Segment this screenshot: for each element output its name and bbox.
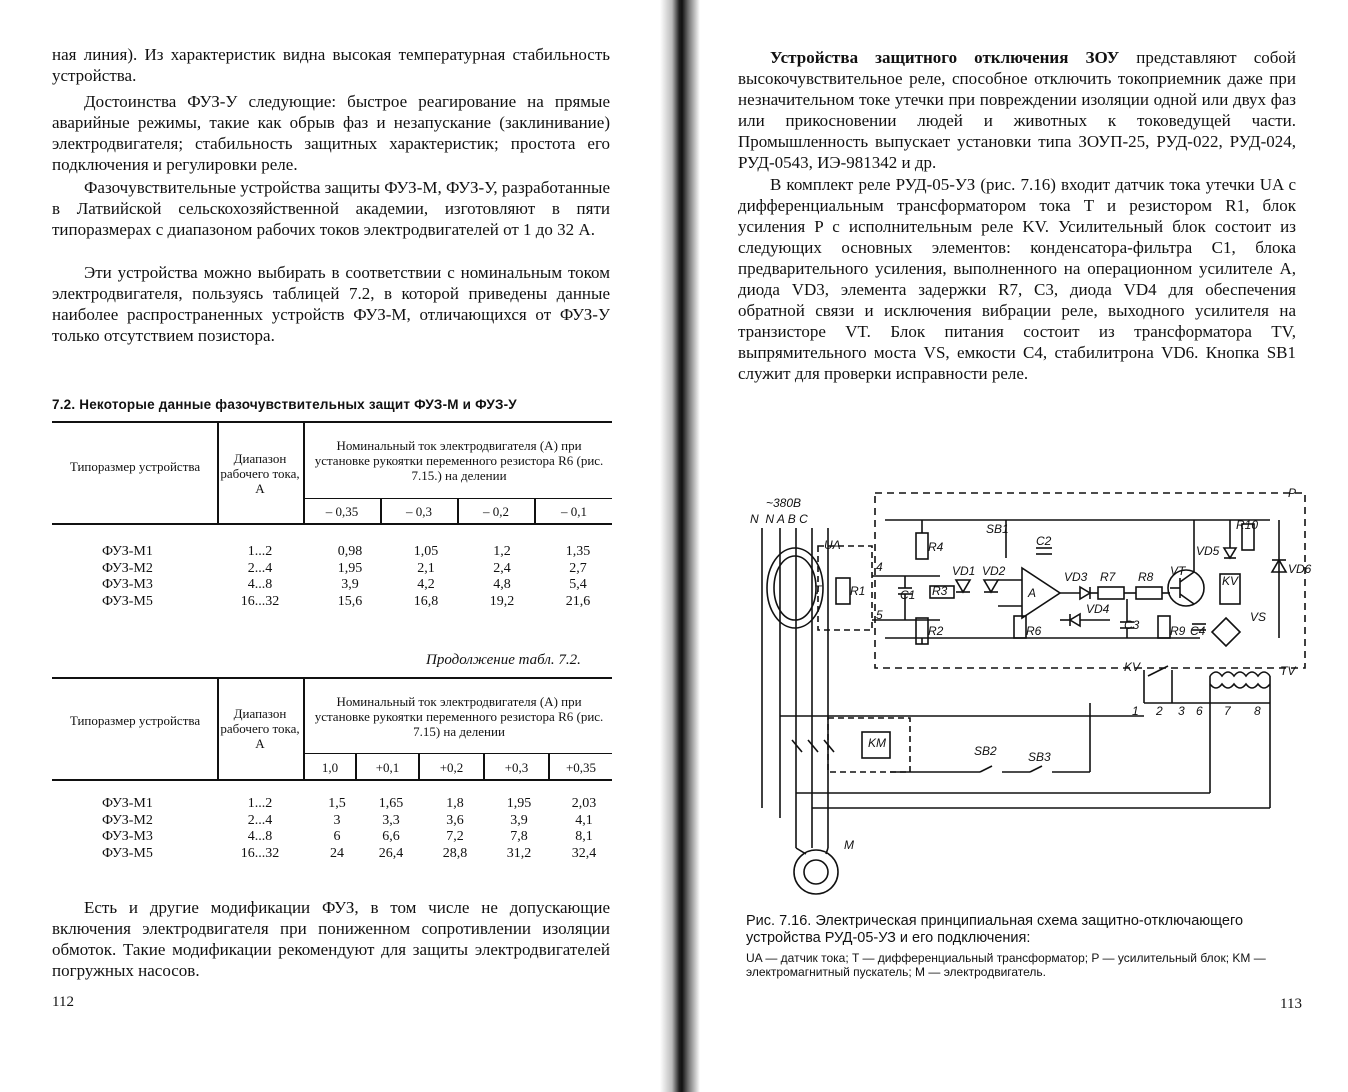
t1-cell: 4,2 [417,577,435,592]
t1-cell: 1,2 [493,544,511,559]
t2-cell: 1,95 [506,796,532,811]
node-5: 5 [876,608,883,622]
node-4: 4 [876,560,883,574]
t1-cell: 2,4 [493,560,511,576]
zou-term: Устройства защитного отключения ЗОУ [770,48,1120,67]
label-VD1: VD1 [952,564,976,578]
left-page [0,0,660,1092]
t1-cell: ФУЗ-М3 [102,577,153,592]
label-VS: VS [1250,610,1267,624]
label-UA: UA [824,538,841,552]
label-R6: R6 [1026,624,1042,638]
figure-legend: UA — датчик тока; T — дифференциальный трансформатор; P — усилительный блок; KM — электромагнитный пускатель; M — электродвигатель. [746,951,1266,979]
label-VD5: VD5 [1196,544,1220,558]
t2-cell: ФУЗ-М5 [102,845,153,861]
t1-cell: 16,8 [413,593,439,609]
schematic-labels [740,488,1320,898]
t1-header-range: Диапазон рабочего тока, А [220,451,300,496]
t2-cell: 2...4 [247,812,273,828]
label-lines: N N A B C [750,512,808,526]
t1-cell: 1,05 [413,544,439,559]
right-paragraph-1 [738,47,1296,173]
label-VD3: VD3 [1064,570,1088,584]
right-page [700,0,1348,1092]
t2-cell: ФУЗ-М2 [102,812,153,828]
t2-cell: 4...8 [247,829,273,844]
label-SB2: SB2 [974,744,997,758]
t2-cell: 6 [333,829,341,844]
t2-cell: 32,4 [571,845,597,861]
label-P: P [1288,486,1297,500]
t1-cell: ФУЗ-М1 [102,544,153,559]
left-paragraph-1: ная линия). Из характеристик видна высокая температурная стабильность устройства. [52,45,610,85]
t2-cell: 6,6 [382,829,400,844]
node-8: 8 [1254,704,1261,718]
t1-cell: 1,95 [337,560,363,576]
label-SB3: SB3 [1028,750,1051,764]
t2-division: +0,35 [565,760,597,775]
book-spine [660,0,700,1092]
t1-cell: 2...4 [247,560,273,576]
node-2: 2 [1156,704,1163,718]
label-C2: C2 [1036,534,1052,548]
t1-header-nominal: Номинальный ток электродвигателя (А) при установке рукоятки переменного резистора R6 (рис. 7.15.) на делении [314,438,604,483]
t2-header-nominal: Номинальный ток электродвигателя (А) при установке рукоятки переменного резистора R6 (рис. 7.15) на делении [314,694,604,739]
label-R10: R10 [1236,518,1259,532]
t1-cell: 4...8 [247,577,273,592]
label-M: M [844,838,854,852]
label-VD2: VD2 [982,564,1006,578]
t2-cell: 24 [330,845,344,861]
left-paragraph-2: Достоинства ФУЗ-У следующие: быстрое реагирование на прямые аварийные режимы, такие как обрыв фаз и незапускание (заклинивание) электродвигателя; стабильность защитных характеристик; простота его подключения и регулировки реле. [52,92,610,174]
t1-division: – 0,35 [325,504,359,519]
t2-division: +0,2 [439,760,464,775]
left-paragraph-4: Эти устройства можно выбирать в соответствии с номинальным током электродвигателя, пользуясь таблицей 7.2, в которой приведены данные наиболее распространенных устройств ФУЗ-М, отличающихся от ФУЗ-У только отсутствием позистора. [52,263,610,345]
t1-cell: 16...32 [240,593,280,609]
right-paragraph-1-rest: представляют собой высокочувствительное реле, способное отключить токоприемник даже при незначительном токе утечки при повреждении изоляции одной или двух фаз или прикосновении людей и животных к токоведущей части. Промышленность выпускает установки типа ЗОУП-25, РУД-022, РУД-024, РУД-0543, ИЭ-981342 и др. [738,48,1296,172]
table-caption: 7.2. Некоторые данные фазочувствительных защит ФУЗ-М и ФУЗ-У [52,397,517,412]
t1-division: – 0,3 [406,504,432,519]
t1-division: – 0,2 [483,504,509,519]
t2-cell: 16...32 [240,845,280,861]
label-R7: R7 [1100,570,1116,584]
t1-cell: 1,35 [565,544,591,559]
t2-cell: 3,3 [382,812,400,828]
t2-cell: 3,9 [510,812,528,828]
t2-cell: 1,65 [378,796,404,811]
label-R1: R1 [850,584,866,598]
label-KV-contact: KV [1124,660,1141,674]
t2-cell: 28,8 [442,845,468,861]
label-C1: C1 [900,588,916,602]
t2-cell: 26,4 [378,845,404,861]
label-R8: R8 [1138,570,1154,584]
label-R3: R3 [932,584,948,598]
t1-cell: 21,6 [565,593,591,609]
label-R4: R4 [928,540,944,554]
t1-cell: 5,4 [569,577,587,592]
t2-cell: 3 [333,812,341,828]
t1-cell: ФУЗ-М5 [102,593,153,609]
label-VD4: VD4 [1086,602,1110,616]
label-voltage: ~380В [766,496,802,510]
t1-cell: 0,98 [337,544,363,559]
label-KV-coil: KV [1222,574,1239,588]
left-paragraph-5: Есть и другие модификации ФУЗ, в том числе не допускающие включения электродвигателя при пониженном сопротивлении изоляции обмоток. Такие модификации рекомендуют для защиты электродвигателей погружных насосов. [52,898,610,980]
t2-cell: ФУЗ-М3 [102,829,153,844]
t2-division: +0,1 [375,760,400,775]
label-TV: TV [1280,664,1296,678]
t1-header-type: Типоразмер устройства [69,459,201,474]
page-number-right: 113 [1280,996,1302,1012]
label-C3: C3 [1124,618,1140,632]
t2-cell: 1,8 [446,796,464,811]
t2-division: +0,3 [504,760,529,775]
t2-division: 1,0 [321,760,339,775]
t2-cell: 31,2 [506,845,532,861]
label-T: T [814,583,822,597]
t1-cell: 1...2 [247,544,273,559]
page-number-left: 112 [52,994,74,1010]
node-6: 6 [1196,704,1203,718]
label-C4: C4 [1190,624,1206,638]
t1-cell: 19,2 [489,593,515,609]
node-1: 1 [1132,704,1139,718]
t2-cell: 7,8 [510,829,528,844]
label-SB1: SB1 [986,522,1009,536]
t1-division: – 0,1 [561,504,587,519]
t2-cell: 3,6 [446,812,464,828]
label-VT: VT [1170,564,1186,578]
t2-cell: 2,03 [571,796,597,811]
t2-cell: 7,2 [446,829,464,844]
t2-header-type: Типоразмер устройства [69,713,201,728]
label-R2: R2 [928,624,944,638]
t2-cell: 1,5 [328,796,346,811]
node-3: 3 [1178,704,1185,718]
t2-header-range: Диапазон рабочего тока, А [220,706,300,751]
t1-cell: 2,1 [417,560,435,576]
figure-caption: Рис. 7.16. Электрическая принципиальная схема защитно-отключающего устройства РУД-05-УЗ и его подключения: [746,913,1244,946]
t1-cell: 15,6 [337,593,363,609]
t1-cell: 4,8 [493,577,511,592]
t2-cell: 8,1 [575,829,593,844]
left-paragraph-3: Фазочувствительные устройства защиты ФУЗ-М, ФУЗ-У, разработанные в Латвийской сельскохозяйственной академии, изготовляют в пяти типоразмерах с диапазоном рабочих токов электродвигателей от 1 до 32 А. [52,178,610,239]
t2-cell: 4,1 [575,812,593,828]
t1-cell: 3,9 [341,577,359,592]
t2-cell: ФУЗ-М1 [102,796,153,811]
label-A: A [1028,586,1037,600]
t1-cell: ФУЗ-М2 [102,560,153,576]
t1-cell: 2,7 [569,560,587,576]
t2-cell: 1...2 [247,796,273,811]
right-paragraph-2: В комплект реле РУД-05-УЗ (рис. 7.16) входит датчик тока утечки UA с дифференциальным трансформатором тока T и резистором R1, блок усиления P с исполнительным реле KV. Усилительный блок состоит из следующих основных элементов: конденсатора-фильтра C1, блока предварительного усиления, выполненного на операционном усилителе A, диода VD3, элемента задержки R7, C3, диода VD4 для обеспечения обратной связи и исключения вибрации реле, выходного усилителя на транзисторе VT. Блок питания состоит из трансформатора TV, выпрямительного моста VS, емкости C4, стабилитрона VD6. Кнопка SB1 служит для проверки исправности реле. [738,175,1296,383]
label-KM: KM [868,736,886,750]
table-continuation: Продолжение табл. 7.2. [426,652,581,668]
label-R9: R9 [1170,624,1186,638]
label-VD6: VD6 [1288,562,1312,576]
node-7: 7 [1224,704,1231,718]
